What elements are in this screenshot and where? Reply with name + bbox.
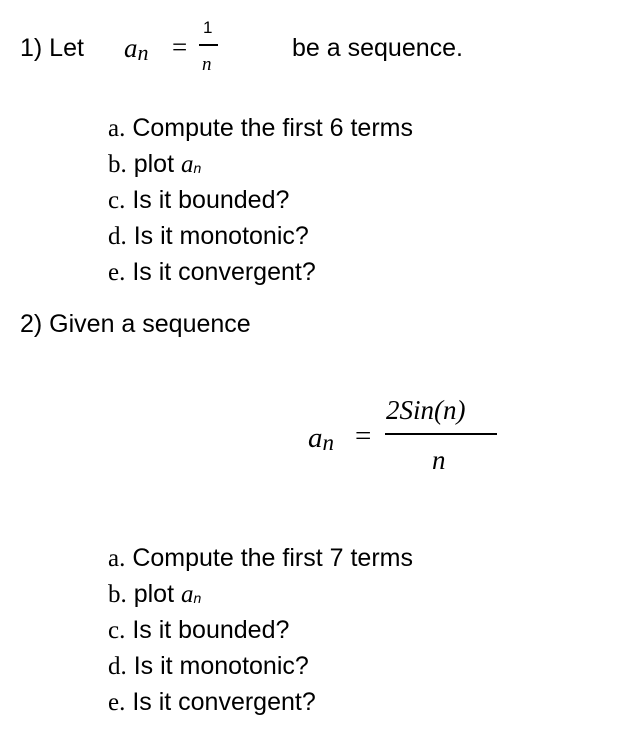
problem-1-item-a: a. Compute the first 6 terms (108, 114, 413, 142)
problem-1-suffix: be a sequence. (292, 34, 463, 62)
problem-2-item-c: c. Is it bounded? (108, 616, 290, 644)
problem-2-fraction-bar (385, 433, 497, 435)
problem-2-item-b: b. plot an (108, 580, 202, 608)
problem-2-item-e: e. Is it convergent? (108, 688, 316, 716)
problem-1-denominator: n (202, 54, 212, 75)
problem-2-numerator: 2Sin(n) (386, 395, 466, 425)
problem-1-numerator: 1 (203, 18, 213, 37)
problem-1-item-d: d. Is it monotonic? (108, 222, 309, 250)
problem-2-item-d: d. Is it monotonic? (108, 652, 309, 680)
problem-2-equals: = (355, 420, 372, 452)
problem-1-item-b: b. plot an (108, 150, 202, 178)
problem-1-symbol: an (124, 33, 149, 65)
problem-1-equals: = (172, 32, 188, 62)
problem-2-symbol: an (308, 422, 334, 455)
problem-2-denominator: n (432, 445, 446, 475)
problem-1-item-c: c. Is it bounded? (108, 186, 290, 214)
problem-1-prefix: 1) Let (20, 34, 84, 62)
problem-1-fraction-bar (199, 44, 218, 46)
problem-1-item-e: e. Is it convergent? (108, 258, 316, 286)
problem-2-item-a: a. Compute the first 7 terms (108, 544, 413, 572)
problem-2-title: 2) Given a sequence (20, 310, 251, 338)
